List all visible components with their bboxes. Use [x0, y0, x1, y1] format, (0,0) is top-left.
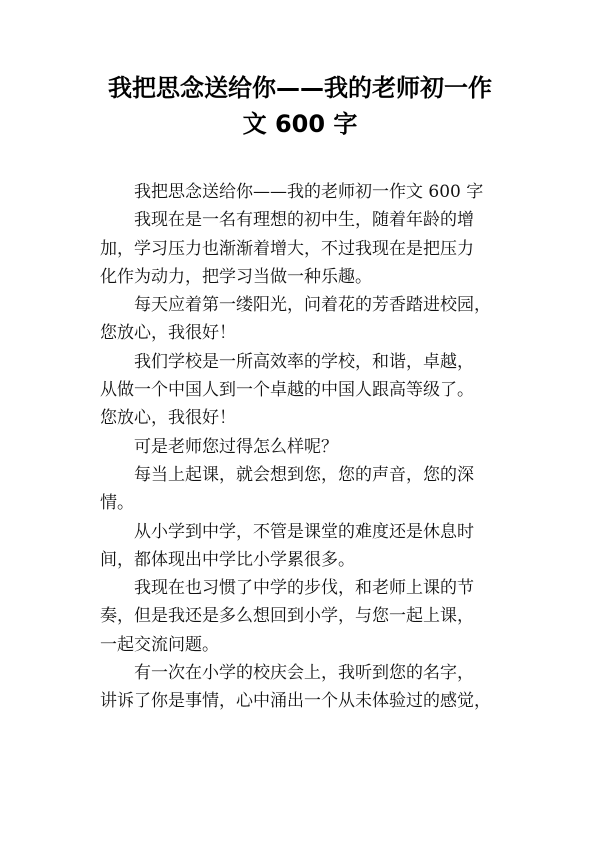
paragraph-line: 我现在也习惯了中学的步伐，和老师上课的节 [134, 578, 474, 599]
paragraph-line: 奏，但是我还是多么想回到小学，与您一起上课， [100, 606, 474, 627]
paragraph-line: 我们学校是一所高效率的学校，和谐，卓越， [134, 351, 474, 372]
title-line: 我把思念送给你——我的老师初一作 [108, 74, 492, 102]
paragraph [100, 433, 510, 461]
paragraph-line: 从小学到中学，不管是课堂的难度还是休息时 [134, 521, 474, 542]
document-body [100, 178, 510, 716]
paragraph-line: 情。 [100, 493, 134, 514]
paragraph-line: 可是老师您过得怎么样呢？ [134, 436, 338, 457]
paragraph-line: 化作为动力，把学习当做一种乐趣。 [100, 266, 372, 287]
paragraph [100, 518, 510, 575]
paragraph [100, 574, 510, 659]
paragraph-line: 从做一个中国人到一个卓越的中国人跟高等级了。 [100, 380, 474, 401]
paragraph-line: 加，学习压力也渐渐着增大，不过我现在是把压力 [100, 238, 474, 259]
paragraph-line: 间，都体现出中学比小学累很多。 [100, 549, 355, 570]
paragraph [100, 659, 510, 716]
paragraph [100, 461, 510, 518]
paragraph [100, 348, 510, 433]
paragraph-line: 您放心，我很好！ [100, 323, 236, 344]
paragraph [100, 178, 510, 206]
paragraph-line: 我现在是一名有理想的初中生，随着年龄的增 [134, 210, 474, 231]
document-title [90, 70, 510, 142]
paragraph [100, 291, 510, 348]
paragraph-line: 一起交流问题。 [100, 634, 219, 655]
title-line: 文 600 字 [242, 110, 358, 138]
paragraph [100, 206, 510, 291]
paragraph-line: 每当上起课，就会想到您，您的声音，您的深 [134, 464, 474, 485]
paragraph-line: 我把思念送给你——我的老师初一作文 600 字 [134, 182, 484, 202]
paragraph-line: 您放心，我很好！ [100, 408, 236, 429]
paragraph-line: 有一次在小学的校庆会上，我听到您的名字， [134, 663, 474, 684]
paragraph-line: 讲诉了你是事情，心中涌出一个从未体验过的感觉， [100, 691, 491, 712]
paragraph-line: 每天应着第一缕阳光，问着花的芳香踏进校园， [134, 295, 491, 316]
